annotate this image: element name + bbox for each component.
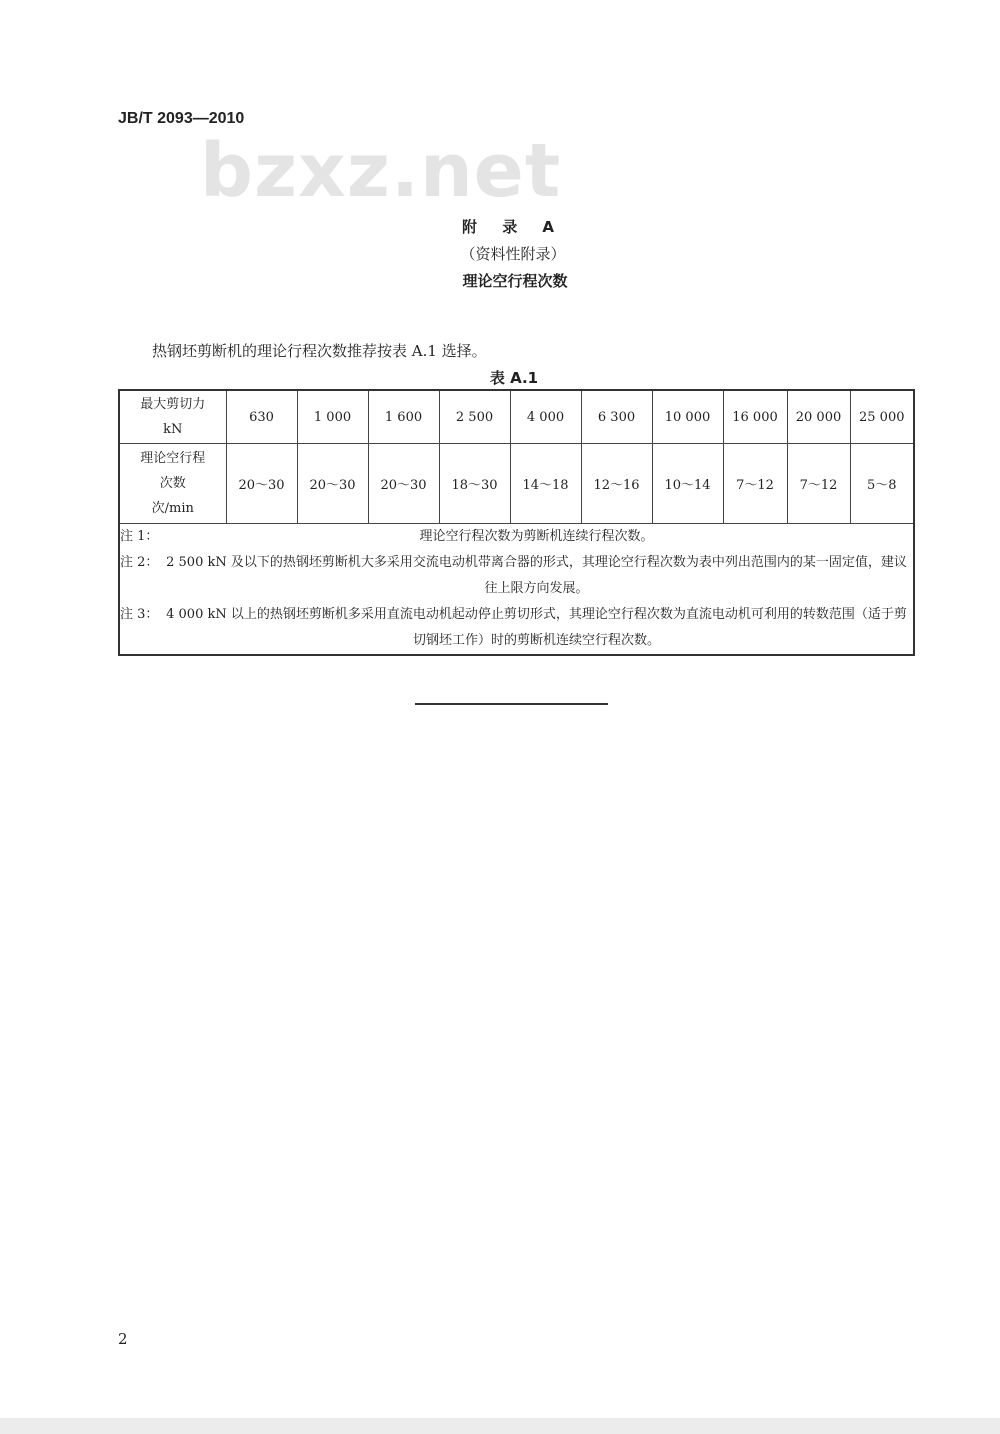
row-header-force: 最大剪切力 kN [119,390,226,444]
stroke-cell: 20～30 [226,444,297,524]
force-cell: 6 300 [581,390,652,444]
force-cell: 20 000 [787,390,850,444]
stroke-cell: 20～30 [297,444,368,524]
intro-paragraph: 热钢坯剪断机的理论行程次数推荐按表 A.1 选择。 [152,342,487,360]
appendix-title: 附 录 A [461,218,565,236]
stroke-cell: 20～30 [368,444,439,524]
note-3: 注 3： 4 000 kN 以上的热钢坯剪断机多采用直流电动机起动停止剪切形式，其理论空行程次数为直流电动机可利用的转数范围（适于剪切钢坯工作）时的剪断机连续空行程次数。 [120,607,907,648]
stroke-cell: 12～16 [581,444,652,524]
appendix-heading: 理论空行程次数 [462,272,568,290]
note-2: 注 2： 2 500 kN 及以下的热钢坯剪断机大多采用交流电动机带离合器的形式，其理论空行程次数为表中列出范围内的某一固定值，建议往上限方向发展。 [120,555,907,596]
stroke-cell: 7～12 [787,444,850,524]
table-row [119,390,914,444]
stroke-cell: 18～30 [439,444,510,524]
table-caption: 表 A.1 [489,369,539,387]
bottom-strip [0,1418,1000,1434]
force-cell: 1 600 [368,390,439,444]
standard-code: JB/T 2093—2010 [118,110,245,127]
stroke-cell: 5～8 [850,444,914,524]
stroke-cell: 7～12 [723,444,787,524]
row-header-stroke: 理论空行程 次数 次/min [119,444,226,524]
force-cell: 16 000 [723,390,787,444]
appendix-subtitle: （资料性附录） [460,245,566,263]
force-cell: 2 500 [439,390,510,444]
table-notes-row [119,524,914,656]
stroke-cell: 10～14 [652,444,723,524]
end-rule [415,703,608,705]
table-row [119,444,914,524]
force-cell: 1 000 [297,390,368,444]
stroke-table [118,389,915,656]
note-1: 注 1： 理论空行程次数为剪断机连续行程次数。 [120,529,654,544]
watermark: bzxz.net [200,128,562,214]
force-cell: 10 000 [652,390,723,444]
force-cell: 4 000 [510,390,581,444]
page-number: 2 [118,1330,128,1348]
force-cell: 630 [226,390,297,444]
table-notes [119,524,914,656]
force-cell: 25 000 [850,390,914,444]
stroke-cell: 14～18 [510,444,581,524]
